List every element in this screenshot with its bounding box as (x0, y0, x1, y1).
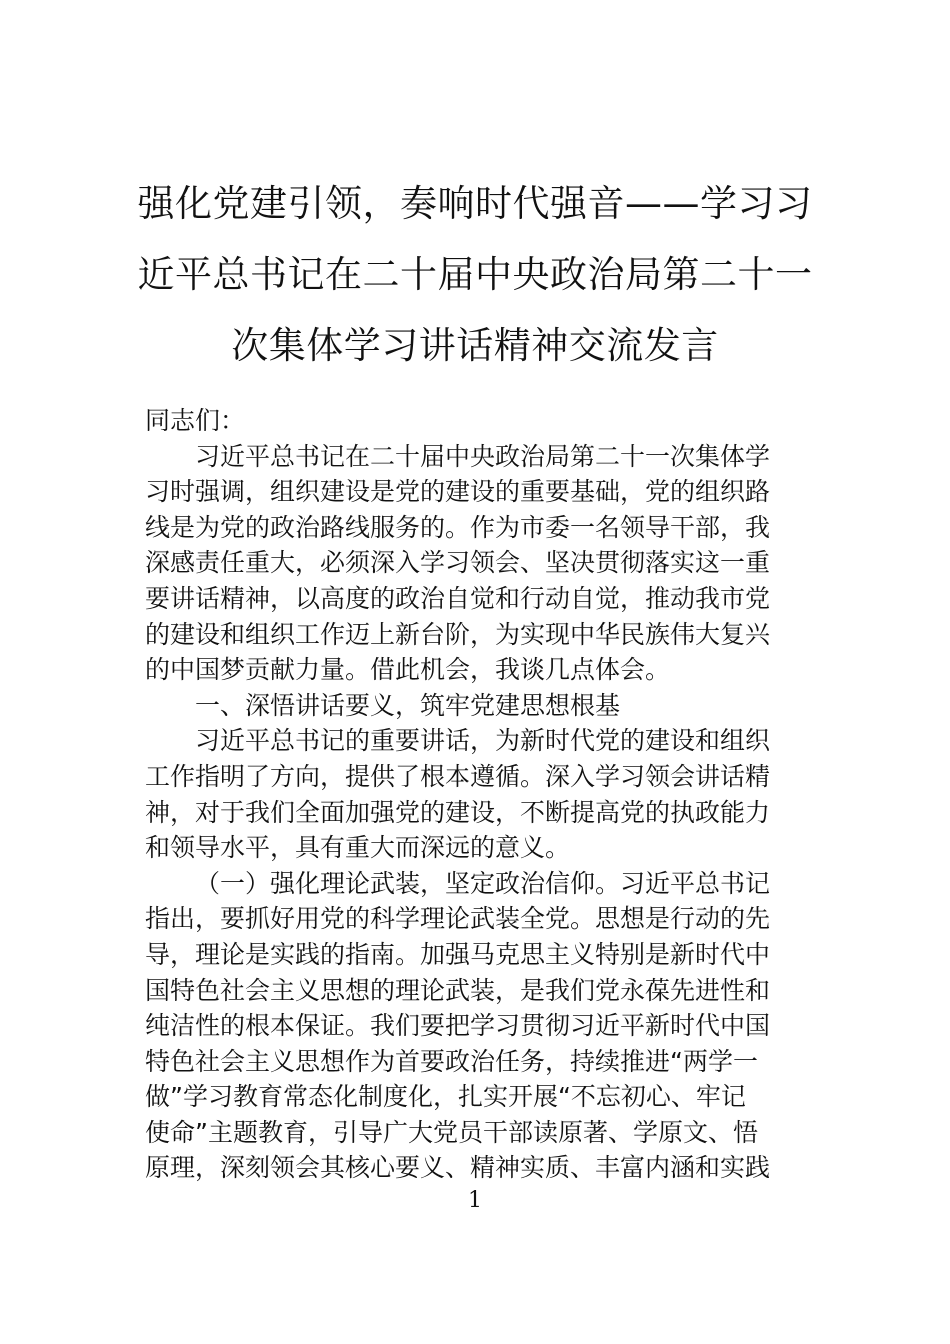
title-line: 强化党建引领，奏响时代强音——学习习 (137, 182, 813, 225)
document-title (130, 168, 820, 381)
paragraph-line: 和领导水平，具有重大而深远的意义。 (145, 833, 571, 863)
paragraph-line: 的中国梦贡献力量。借此机会，我谈几点体会。 (145, 655, 671, 685)
paragraph-line: 的建设和组织工作迈上新台阶，为实现中华民族伟大复兴 (145, 619, 771, 649)
paragraph-line: 习近平总书记在二十届中央政治局第二十一次集体学 (195, 441, 771, 471)
paragraph-line: 深感责任重大，必须深入学习领会、坚决贯彻落实这一重 (145, 548, 771, 578)
document-body (145, 403, 811, 1186)
title-line: 次集体学习讲话精神交流发言 (231, 324, 719, 367)
paragraph-line: 习时强调，组织建设是党的建设的重要基础，党的组织路 (145, 477, 771, 507)
paragraph-line: 要讲话精神，以高度的政治自觉和行动自觉，推动我市党 (145, 583, 771, 613)
paragraph-line: 工作指明了方向，提供了根本遵循。深入学习领会讲话精 (145, 761, 771, 791)
paragraph-line: 纯洁性的根本保证。我们要把学习贯彻习近平新时代中国 (145, 1011, 771, 1041)
section-heading: 一、深悟讲话要义，筑牢党建思想根基 (195, 690, 621, 720)
paragraph-line: 指出，要抓好用党的科学理论武装全党。思想是行动的先 (145, 904, 771, 934)
paragraph-line: 神，对于我们全面加强党的建设，不断提高党的执政能力 (145, 797, 771, 827)
paragraph-line: 国特色社会主义思想的理论武装，是我们党永葆先进性和 (145, 975, 771, 1005)
title-line: 近平总书记在二十届中央政治局第二十一 (137, 253, 813, 296)
paragraph-line: 导，理论是实践的指南。加强马克思主义特别是新时代中 (145, 939, 771, 969)
paragraph-line: 使命”主题教育，引导广大党员干部读原著、学原文、悟 (145, 1117, 758, 1147)
paragraph-line: 习近平总书记的重要讲话，为新时代党的建设和组织 (195, 726, 771, 756)
page-number: 1 (468, 1188, 482, 1213)
paragraph-line: 特色社会主义思想作为首要政治任务，持续推进“两学一 (145, 1046, 758, 1076)
paragraph-line: 做”学习教育常态化制度化，扎实开展“不忘初心、牢记 (145, 1082, 746, 1112)
salutation: 同志们： (145, 406, 246, 435)
paragraph-line: 原理，深刻领会其核心要义、精神实质、丰富内涵和实践 (145, 1153, 771, 1183)
subsection-line: （一）强化理论武装，坚定政治信仰。习近平总书记 (195, 868, 771, 898)
paragraph-line: 线是为党的政治路线服务的。作为市委一名领导干部，我 (145, 512, 771, 542)
